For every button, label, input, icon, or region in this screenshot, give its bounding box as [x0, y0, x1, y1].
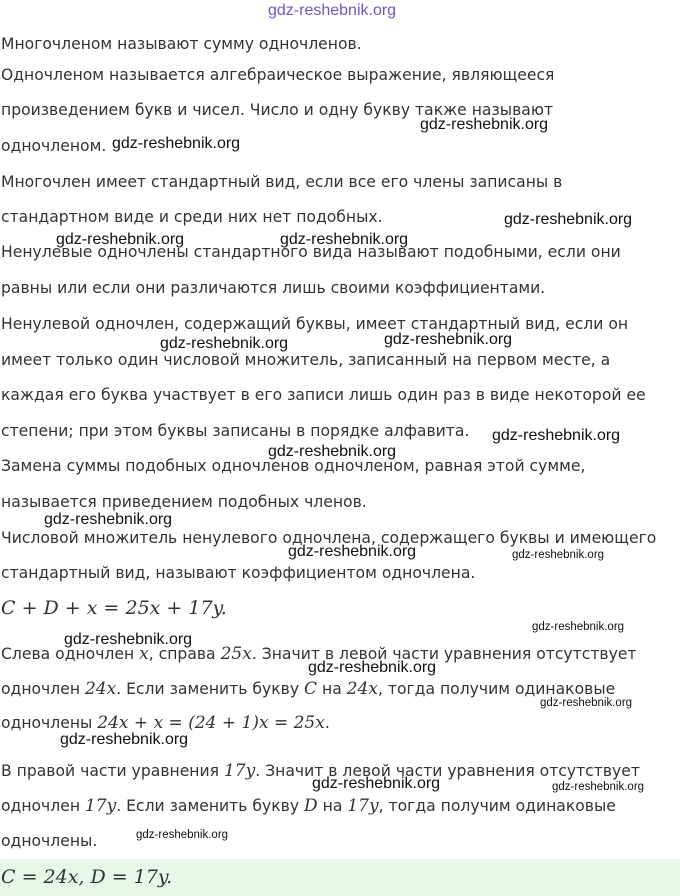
- watermark: gdz-reshebnik.org: [504, 211, 633, 228]
- solution-line-6: одночлены.: [1, 832, 98, 850]
- watermark: gdz-reshebnik.org: [308, 659, 437, 676]
- math-x: x: [139, 644, 149, 664]
- solution-line-2: одночлен 24x. Если заменить букву C на 24x, тогда получим одинаковые: [1, 679, 616, 699]
- watermark: gdz-reshebnik.org: [288, 543, 417, 560]
- theory-line-4: одночленом.: [1, 137, 107, 155]
- watermark: gdz-reshebnik.org: [280, 231, 409, 248]
- theory-line-11: каждая его буква участвует в его записи лишь один раз в виде некоторой ее: [1, 386, 646, 404]
- equation: C + D + x = 25x + 17y.: [1, 597, 227, 619]
- watermark: gdz-reshebnik.org: [532, 621, 625, 633]
- watermark: gdz-reshebnik.org: [60, 731, 189, 748]
- math-24x: 24x: [84, 679, 117, 699]
- theory-line-16: стандартный вид, называют коэффициентом одночлена.: [1, 564, 476, 582]
- theory-line-2: Одночленом называется алгебраическое выражение, являющееся: [1, 66, 555, 84]
- math-D: D: [304, 796, 318, 816]
- math-C: C: [304, 679, 318, 699]
- theory-line-3: произведением букв и чисел. Число и одну букву также называют: [1, 101, 554, 119]
- answer-formula: C = 24x, D = 17y.: [1, 866, 173, 888]
- watermark: gdz-reshebnik.org: [56, 231, 185, 248]
- math-17y: 17y: [84, 796, 117, 816]
- theory-line-14: называется приведением подобных членов.: [1, 493, 367, 511]
- theory-line-6: стандартном виде и среди них нет подобных.: [1, 208, 383, 226]
- watermark: gdz-reshebnik.org: [552, 781, 645, 793]
- watermark: gdz-reshebnik.org: [160, 335, 289, 352]
- theory-line-10: имеет только один числовой множитель, записанный на первом месте, а: [1, 351, 611, 369]
- math-sum-24x: 24x + x = (24 + 1)x = 25x: [97, 713, 325, 733]
- math-24x: 24x: [346, 679, 378, 699]
- answer-block: [0, 859, 680, 896]
- solution-line-3: одночлены 24x + x = (24 + 1)x = 25x.: [1, 713, 330, 733]
- watermark: gdz-reshebnik.org: [512, 549, 605, 561]
- theory-line-8: равны или если они различаются лишь своими коэффициентами.: [1, 279, 546, 297]
- watermark: gdz-reshebnik.org: [136, 829, 229, 841]
- watermark: gdz-reshebnik.org: [492, 427, 621, 444]
- watermark: gdz-reshebnik.org: [312, 775, 441, 792]
- solution-line-4: В правой части уравнения 17y. Значит в левой части уравнения отсутствует: [1, 761, 640, 781]
- watermark: gdz-reshebnik.org: [268, 2, 397, 19]
- watermark: gdz-reshebnik.org: [112, 135, 241, 152]
- theory-line-7: Ненулевые одночлены стандартного вида называют подобными, если они: [1, 243, 621, 261]
- theory-line-1: Многочленом называют сумму одночленов.: [1, 35, 362, 53]
- theory-line-5: Многочлен имеет стандартный вид, если все его члены записаны в: [1, 173, 563, 191]
- theory-line-15: Числовой множитель ненулевого одночлена, содержащего буквы и имеющего: [1, 529, 657, 547]
- watermark: gdz-reshebnik.org: [64, 631, 193, 648]
- math-17y: 17y: [223, 761, 256, 781]
- theory-line-13: Замена суммы подобных одночленов одночленом, равная этой сумме,: [1, 457, 586, 475]
- watermark: gdz-reshebnik.org: [540, 697, 633, 709]
- watermark: gdz-reshebnik.org: [384, 331, 513, 348]
- math-17y: 17y: [347, 796, 379, 816]
- solution-line-1: Слева одночлен x, справа 25x. Значит в левой части уравнения отсутствует: [1, 644, 637, 664]
- theory-line-12: степени; при этом буквы записаны в порядке алфавита.: [1, 422, 470, 440]
- theory-line-9: Ненулевой одночлен, содержащий буквы, имеет стандартный вид, если он: [1, 315, 629, 333]
- watermark: gdz-reshebnik.org: [268, 443, 397, 460]
- watermark: gdz-reshebnik.org: [44, 511, 173, 528]
- watermark: gdz-reshebnik.org: [420, 116, 549, 133]
- solution-line-5: одночлен 17y. Если заменить букву D на 17y, тогда получим одинаковые: [1, 796, 616, 816]
- math-25x: 25x: [220, 644, 252, 664]
